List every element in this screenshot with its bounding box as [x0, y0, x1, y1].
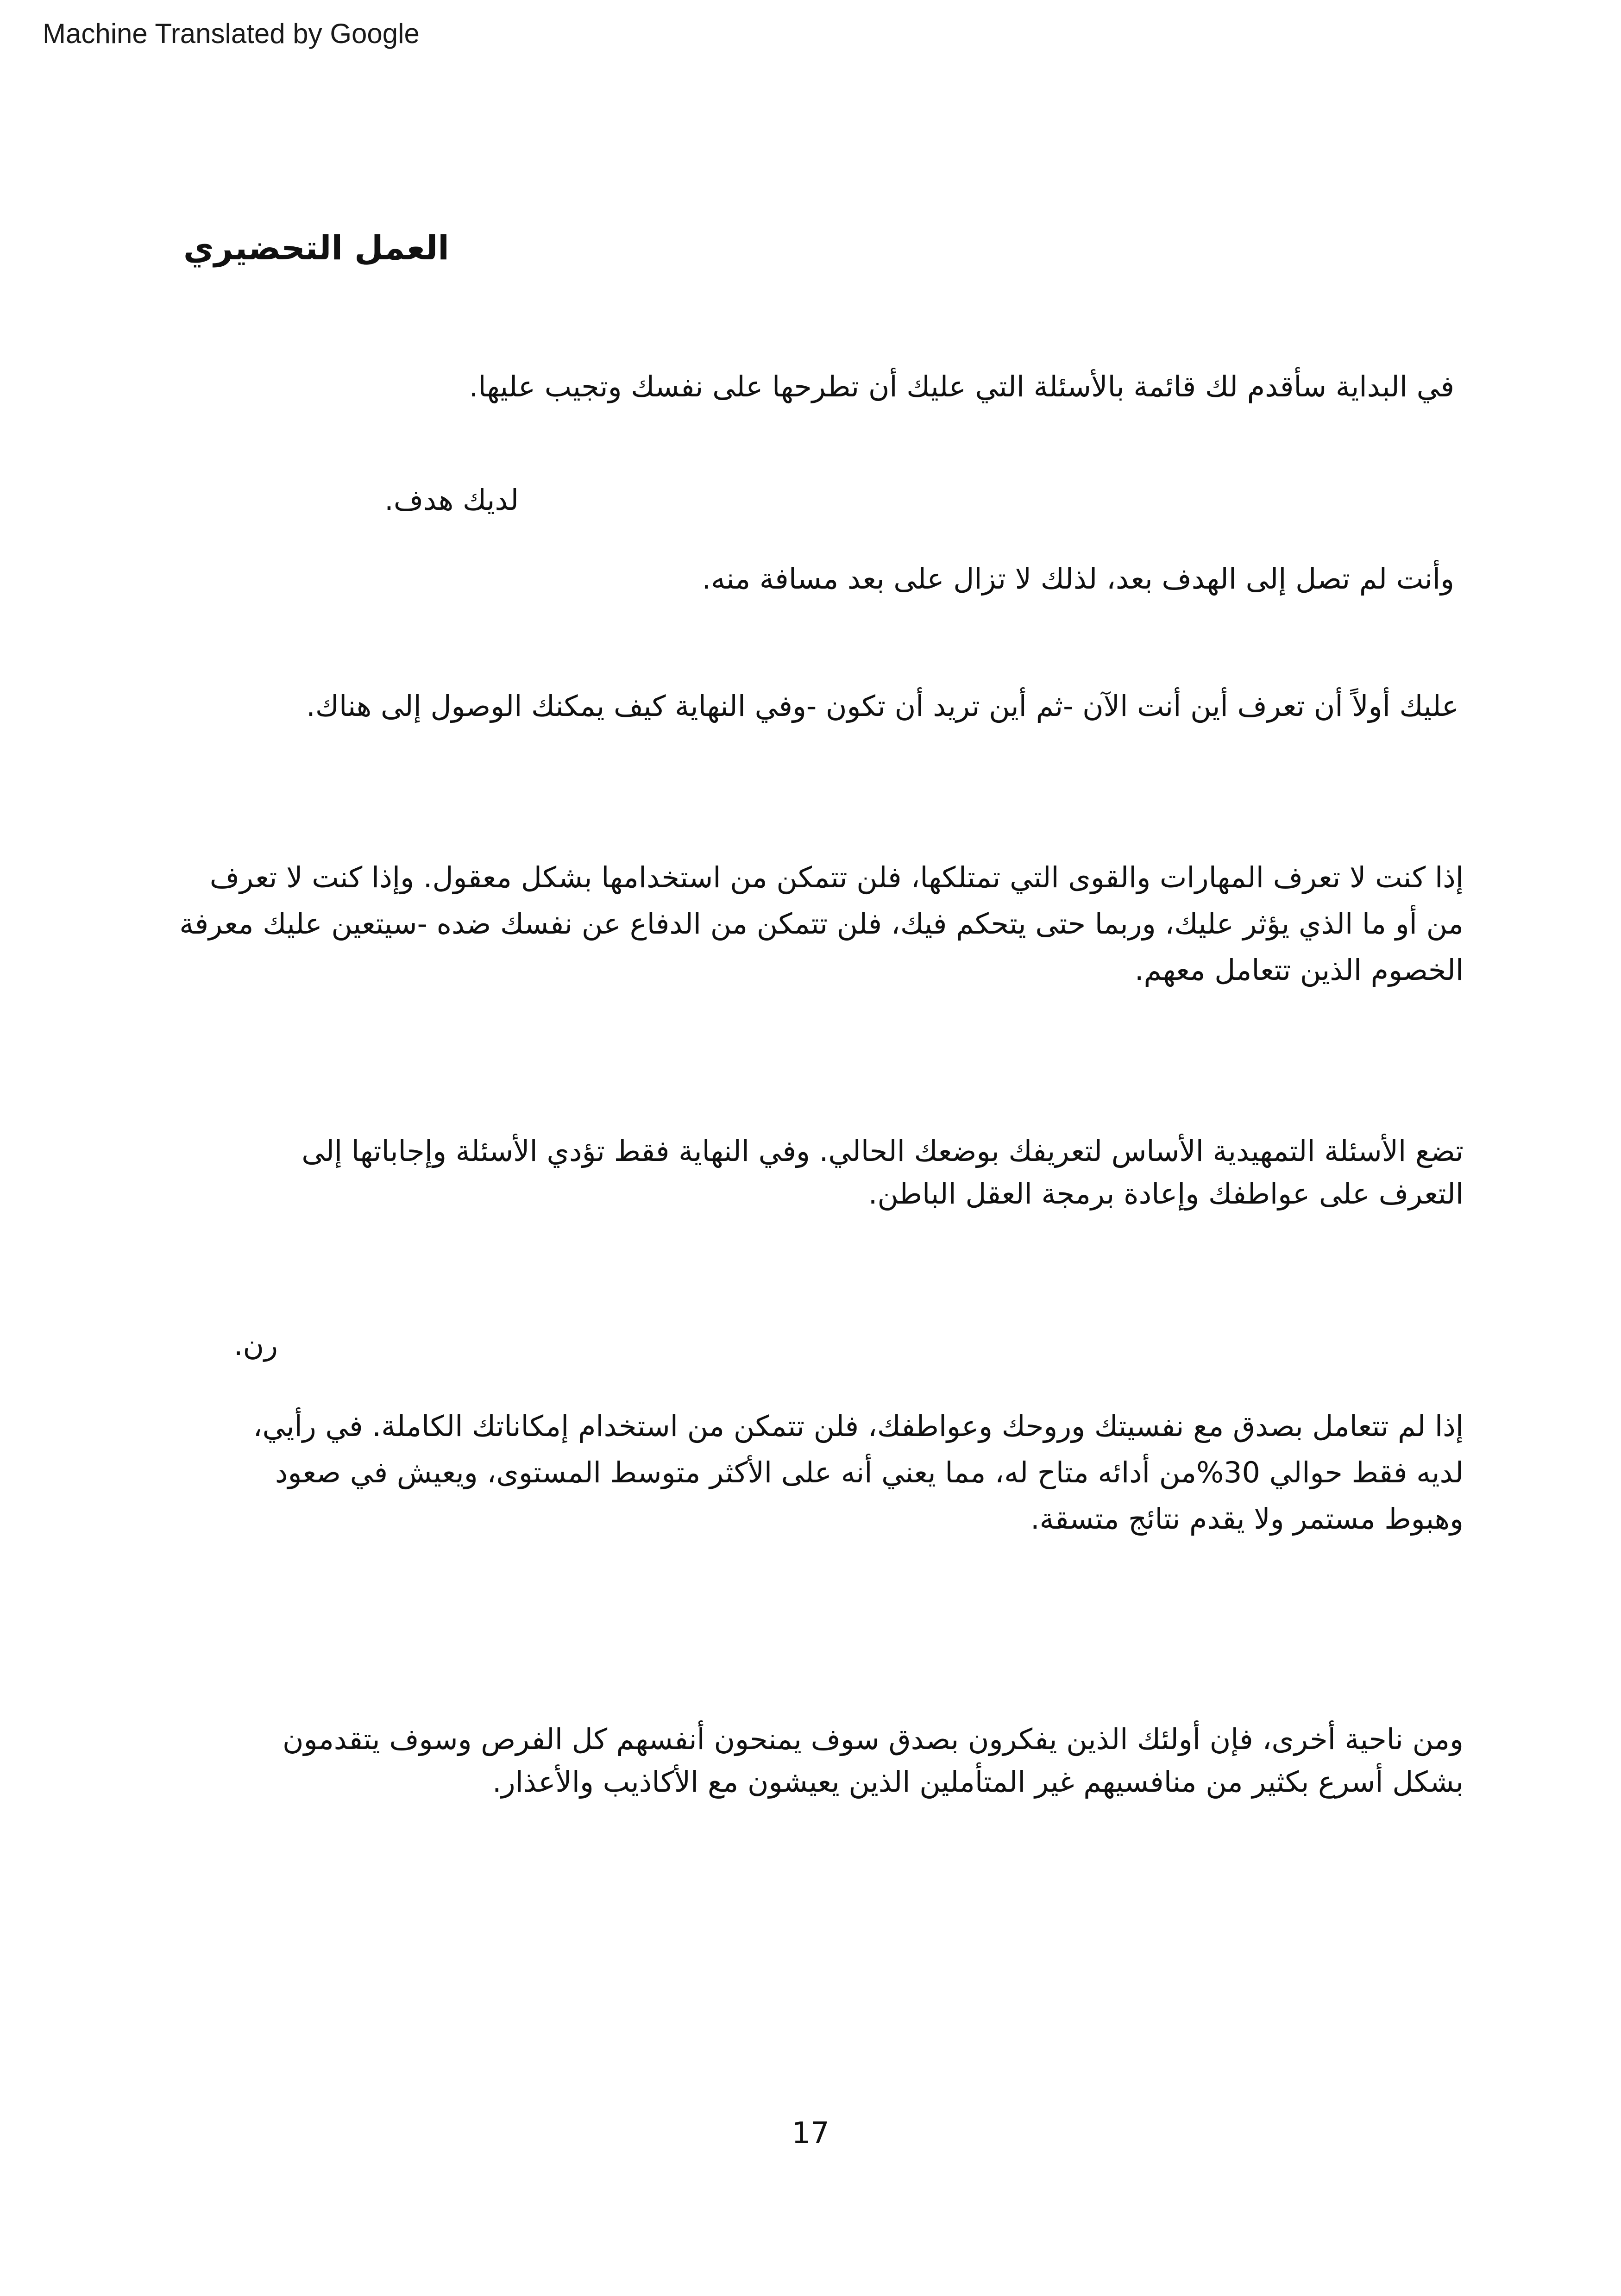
paragraph-reflection: ومن ناحية أخرى، فإن أولئك الذين يفكرون بصدق سوف يمنحون أنفسهم كل الفرص وسوف يتقدمون بشكل أسرع بكثير من منافسيهم غير المتأملين الذين يعيشون مع الأكاذيب والأعذار.: [283, 1722, 1464, 1799]
paragraph-where-you-are: عليك أولاً أن تعرف أين أنت الآن -ثم أين تريد أن تكون -وفي النهاية كيف يمكنك الوصول إلى هناك.: [306, 689, 1459, 723]
paragraph-honesty: إذا لم تتعامل بصدق مع نفسيتك وروحك وعواطفك، فلن تتمكن من استخدام إمكاناتك الكاملة. في رأيي، لديه فقط حوالي 30%من أدائه متاح له، مما يعني أنه على الأكثر متوسط المستوى، ويعيش في صعود وهبوط مستمر ولا يقدم نتائج متسقة.: [253, 1409, 1464, 1536]
paragraph-goal: لديك هدف.: [384, 483, 519, 517]
paragraph-skills: إذا كنت لا تعرف المهارات والقوى التي تمتلكها، فلن تتمكن من استخدامها بشكل معقول. وإذا كنت لا تعرف من أو ما الذي يؤثر عليك، وربما حتى يتحكم فيك، فلن تتمكن من الدفاع عن نفسك ضده -سيتعين عليك معرفة الخصوم الذين تتعامل معهم.: [179, 860, 1464, 987]
page-number: 17: [792, 2116, 829, 2151]
paragraph-intro: في البداية سأقدم لك قائمة بالأسئلة التي عليك أن تطرحها على نفسك وتجيب عليها.: [469, 370, 1454, 403]
machine-translation-banner: Machine Translated by Google: [43, 18, 420, 49]
paragraph-fragment: رن.: [233, 1328, 278, 1362]
page-title: العمل التحضيري: [183, 228, 449, 267]
paragraph-introductory-questions: تضع الأسئلة التمهيدية الأساس لتعريفك بوضعك الحالي. وفي النهاية فقط تؤدي الأسئلة وإجاباتها إلى التعرف على عواطفك وإعادة برمجة العقل الباطن.: [302, 1134, 1464, 1211]
paragraph-distance: وأنت لم تصل إلى الهدف بعد، لذلك لا تزال على بعد مسافة منه.: [702, 562, 1454, 596]
